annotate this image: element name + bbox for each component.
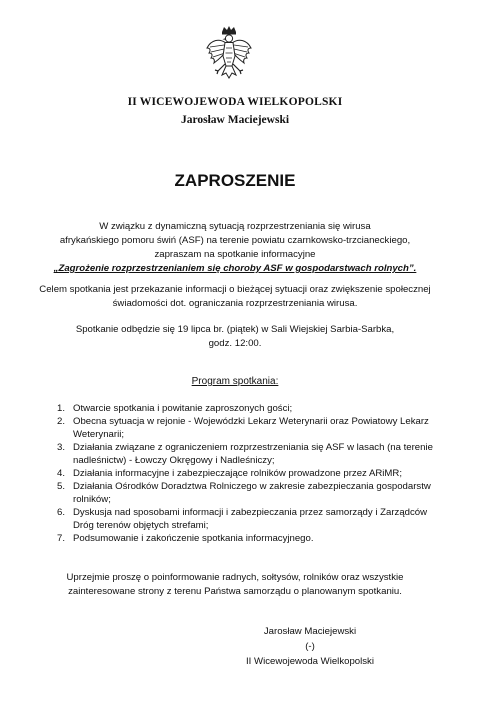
closing-paragraph (0, 571, 470, 599)
office-title: II WICEWOJEWODA WIELKOPOLSKI (127, 96, 343, 108)
program-item (57, 415, 452, 441)
program-item-number: 1. (57, 403, 66, 414)
program-item-number: 2. (57, 416, 66, 427)
meeting-title: „Zagrożenie rozprzestrzenianiem się choroby ASF w gospodarstwach rolnych”. (53, 263, 417, 274)
signature-role: II Wicewojewoda Wielkopolski (246, 656, 374, 667)
signature-block (245, 624, 375, 669)
program-item-text: Dróg terenów objętych strefami; (73, 520, 209, 531)
program-item-text: Weterynarii; (73, 429, 125, 440)
program-item-text: nadleśnictw) - Łowczy Okręgowy i Nadleśniczy; (73, 455, 275, 466)
program-item-number: 7. (57, 533, 66, 544)
closing-line: Uprzejmie proszę o poinformowanie radnych, sołtysów, rolników oraz wszystkie (66, 572, 404, 583)
program-item-number: 6. (57, 507, 66, 518)
intro-line: zapraszam na spotkanie informacyjne (154, 249, 316, 260)
meeting-details (0, 323, 470, 351)
signature-mark: (-) (305, 641, 315, 652)
program-item-text: Podsumowanie i zakończenie spotkania informacyjnego. (73, 533, 314, 544)
intro-line: afrykańskiego pomoru świń (ASF) na terenie powiatu czarnkowsko-trzcianeckiego, (59, 235, 411, 246)
polish-eagle-emblem-icon (205, 26, 253, 84)
program-item-text: Obecna sytuacja w rejonie - Wojewódzki Lekarz Weterynarii oraz Powiatowy Lekarz (73, 416, 429, 427)
program-item (57, 480, 452, 506)
intro-paragraph (0, 220, 470, 276)
program-item-number: 5. (57, 481, 66, 492)
intro-line: W związku z dynamiczną sytuacją rozprzestrzeniania się wirusa (99, 221, 371, 232)
program-item-text: Działania Ośrodków Doradztwa Rolniczego w zakresie zabezpieczania gospodarstw (73, 481, 431, 492)
purpose-paragraph (0, 283, 470, 311)
purpose-line: świadomości dot. ograniczania rozprzestrzeniania wirusa. (112, 298, 358, 309)
program-list (57, 402, 452, 545)
closing-line: zainteresowane strony z terenu Państwa samorządu o planowanym spotkaniu. (68, 586, 402, 597)
meeting-time: godz. 12:00. (208, 338, 262, 349)
program-item (57, 441, 452, 467)
program-item-number: 4. (57, 468, 66, 479)
program-item-text: Otwarcie spotkania i powitanie zaproszonych gości; (73, 403, 293, 414)
program-heading: Program spotkania: (191, 376, 279, 387)
program-item (57, 506, 452, 532)
program-item-text: Działania informacyjne i zabezpieczające rolników prowadzone przez ARiMR; (73, 468, 403, 479)
program-item-text: Dyskusja nad sposobami informacji i zabezpieczania przez samorządy i Zarządców (73, 507, 428, 518)
document-title: ZAPROSZENIE (174, 171, 296, 190)
program-item (57, 532, 452, 545)
program-item-text: rolników; (73, 494, 111, 505)
program-item-number: 3. (57, 442, 66, 453)
signature-name: Jarosław Maciejewski (263, 626, 357, 637)
purpose-line: Celem spotkania jest przekazanie informacji o bieżącej sytuacji oraz zwiększenie społecznej (39, 284, 431, 295)
meeting-date-place: Spotkanie odbędzie się 19 lipca br. (piątek) w Sali Wiejskiej Sarbia-Sarbka, (75, 324, 395, 335)
program-item (57, 402, 452, 415)
official-name: Jarosław Maciejewski (180, 114, 290, 126)
program-item (57, 467, 452, 480)
program-item-text: Działania związane z ograniczeniem rozprzestrzeniania się ASF w lasach (na terenie (73, 442, 433, 453)
